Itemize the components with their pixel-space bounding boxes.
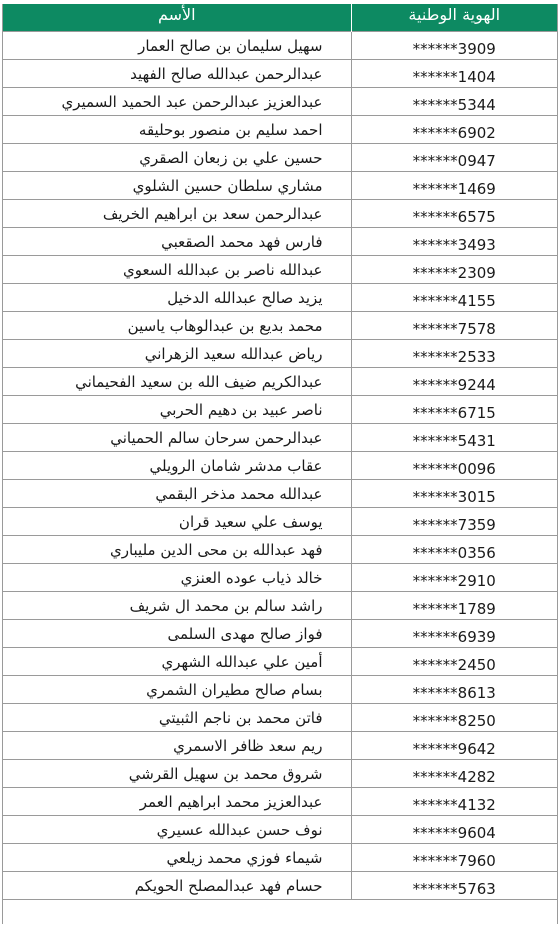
table-row: [3, 704, 557, 732]
table-row: [3, 116, 557, 144]
table-row: [3, 60, 557, 88]
name-cell: عبدالرحمن عبدالله صالح الفهيد: [3, 60, 351, 88]
name-cell: عبدالعزيز محمد ابراهيم العمر: [3, 788, 351, 816]
names-table-container: [2, 4, 558, 924]
table-row: [3, 564, 557, 592]
table-row: [3, 200, 557, 228]
national-id-cell: ******4282: [351, 760, 557, 788]
national-id-cell: ******6575: [351, 200, 557, 228]
table-row: [3, 172, 557, 200]
name-cell: مشاري سلطان حسين الشلوي: [3, 172, 351, 200]
national-id-cell: ******0356: [351, 536, 557, 564]
table-row: [3, 676, 557, 704]
table-row: [3, 228, 557, 256]
name-cell: فهد عبدالله بن محى الدين مليباري: [3, 536, 351, 564]
name-cell: يزيد صالح عبدالله الدخيل: [3, 284, 351, 312]
national-id-cell: ******1789: [351, 592, 557, 620]
table-row: [3, 452, 557, 480]
table-row: [3, 732, 557, 760]
name-cell: شروق محمد بن سهيل القرشي: [3, 760, 351, 788]
name-cell: ريم سعد ظافر الاسمري: [3, 732, 351, 760]
name-cell: بسام صالح مطيران الشمري: [3, 676, 351, 704]
national-id-cell: ******1469: [351, 172, 557, 200]
name-cell: ناصر عبيد بن دهيم الحربي: [3, 396, 351, 424]
name-cell: رياض عبدالله سعيد الزهراني: [3, 340, 351, 368]
national-id-cell: ******0096: [351, 452, 557, 480]
name-cell: خالد ذياب عوده العنزي: [3, 564, 351, 592]
table-row: [3, 284, 557, 312]
national-id-cell: ******3493: [351, 228, 557, 256]
national-id-cell: ******5344: [351, 88, 557, 116]
name-cell: فاتن محمد بن ناجم الثبيتي: [3, 704, 351, 732]
name-cell: عبدالرحمن سرحان سالم الحمياني: [3, 424, 351, 452]
table-row: [3, 592, 557, 620]
name-cell: نوف حسن عبدالله عسيري: [3, 816, 351, 844]
name-cell: يوسف علي سعيد قران: [3, 508, 351, 536]
table-row: [3, 788, 557, 816]
name-cell: عبدالله ناصر بن عبدالله السعوي: [3, 256, 351, 284]
national-id-cell: ******1404: [351, 60, 557, 88]
names-table: [3, 4, 557, 900]
name-cell: أمين علي عبدالله الشهري: [3, 648, 351, 676]
name-cell: فواز صالح مهدى السلمى: [3, 620, 351, 648]
national-id-cell: ******8250: [351, 704, 557, 732]
national-id-cell: ******5763: [351, 872, 557, 900]
table-row: [3, 620, 557, 648]
table-row: [3, 368, 557, 396]
national-id-cell: ******9244: [351, 368, 557, 396]
table-row: [3, 312, 557, 340]
national-id-cell: ******6939: [351, 620, 557, 648]
header-national-id: الهوية الوطنية: [351, 4, 557, 32]
table-row: [3, 424, 557, 452]
national-id-cell: ******8613: [351, 676, 557, 704]
table-row: [3, 844, 557, 872]
national-id-cell: ******6902: [351, 116, 557, 144]
national-id-cell: ******0947: [351, 144, 557, 172]
national-id-cell: ******9642: [351, 732, 557, 760]
table-header: [3, 4, 557, 32]
name-cell: حسين علي بن زبعان الصقري: [3, 144, 351, 172]
national-id-cell: ******7960: [351, 844, 557, 872]
name-cell: عبدالكريم ضيف الله بن سعيد الفحيماني: [3, 368, 351, 396]
table-row: [3, 256, 557, 284]
name-cell: شيماء فوزي محمد زيلعي: [3, 844, 351, 872]
national-id-cell: ******2910: [351, 564, 557, 592]
name-cell: محمد بديع بن عبدالوهاب ياسين: [3, 312, 351, 340]
national-id-cell: ******2450: [351, 648, 557, 676]
table-row: [3, 536, 557, 564]
national-id-cell: ******9604: [351, 816, 557, 844]
table-row: [3, 760, 557, 788]
table-row: [3, 396, 557, 424]
name-cell: راشد سالم بن محمد ال شريف: [3, 592, 351, 620]
name-cell: عبدالرحمن سعد بن ابراهيم الخريف: [3, 200, 351, 228]
national-id-cell: ******6715: [351, 396, 557, 424]
table-row: [3, 872, 557, 900]
national-id-cell: ******5431: [351, 424, 557, 452]
table-row: [3, 340, 557, 368]
header-name: الأسم: [3, 4, 351, 32]
national-id-cell: ******3015: [351, 480, 557, 508]
name-cell: فارس فهد محمد الصقعبي: [3, 228, 351, 256]
name-cell: عبدالله محمد مذخر البقمي: [3, 480, 351, 508]
table-row: [3, 816, 557, 844]
name-cell: حسام فهد عبدالمصلح الحويكم: [3, 872, 351, 900]
table-row: [3, 508, 557, 536]
national-id-cell: ******3909: [351, 32, 557, 60]
name-cell: عقاب مدشر شامان الرويلي: [3, 452, 351, 480]
national-id-cell: ******7578: [351, 312, 557, 340]
national-id-cell: ******2309: [351, 256, 557, 284]
header-row: [3, 4, 557, 32]
table-row: [3, 144, 557, 172]
national-id-cell: ******4132: [351, 788, 557, 816]
table-row: [3, 88, 557, 116]
name-cell: احمد سليم بن منصور بوحليقه: [3, 116, 351, 144]
table-body: [3, 32, 557, 900]
national-id-cell: ******4155: [351, 284, 557, 312]
name-cell: سهيل سليمان بن صالح العمار: [3, 32, 351, 60]
table-row: [3, 648, 557, 676]
national-id-cell: ******7359: [351, 508, 557, 536]
table-row: [3, 32, 557, 60]
name-cell: عبدالعزيز عبدالرحمن عبد الحميد السميري: [3, 88, 351, 116]
table-row: [3, 480, 557, 508]
national-id-cell: ******2533: [351, 340, 557, 368]
